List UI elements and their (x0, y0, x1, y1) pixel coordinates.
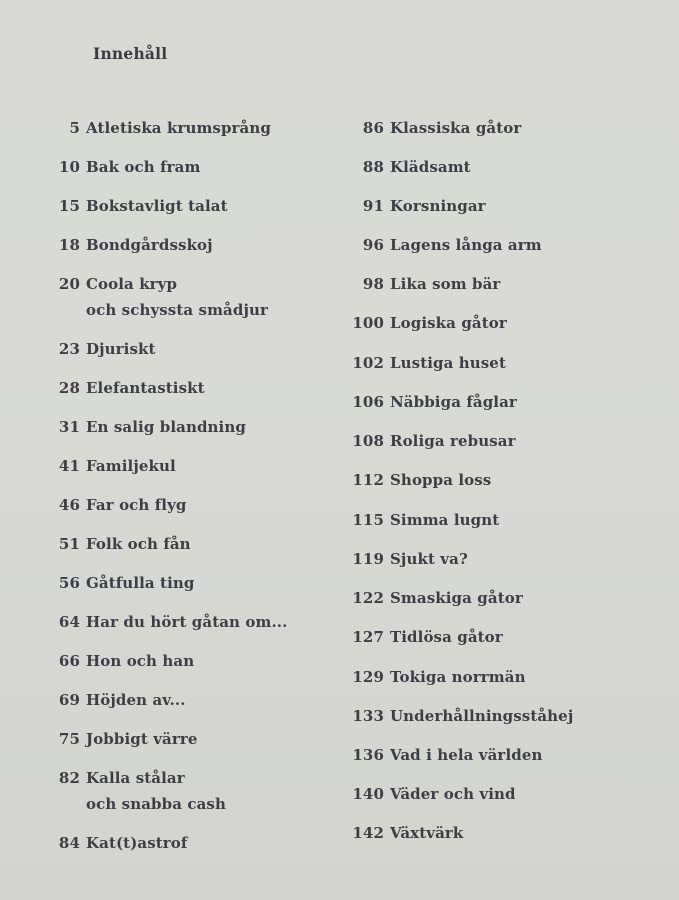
toc-page-number: 96 (362, 236, 384, 254)
toc-title (86, 531, 191, 557)
toc-page-number: 106 (352, 393, 384, 411)
toc-title (390, 232, 542, 258)
toc-page-number: 115 (352, 511, 384, 529)
toc-entry (40, 609, 287, 635)
toc-page-number: 41 (58, 457, 80, 475)
toc-page-number: 88 (362, 158, 384, 176)
toc-title-line: och schyssta smådjur (86, 301, 268, 319)
toc-entry (40, 336, 156, 362)
toc-page-number: 64 (58, 613, 80, 631)
toc-entry (40, 492, 187, 518)
toc-title-line: Kat(t)astrof (86, 834, 188, 852)
toc-title-line: Sjukt va? (390, 550, 468, 568)
toc-entry (340, 232, 542, 258)
toc-page-number: 20 (58, 275, 80, 293)
toc-title-line: Tidlösa gåtor (390, 628, 503, 646)
toc-entry (40, 453, 176, 479)
toc-entry (40, 271, 268, 323)
toc-page-number: 23 (58, 340, 80, 358)
toc-entry (40, 687, 186, 713)
toc-title (86, 687, 186, 713)
toc-page-number: 51 (58, 535, 80, 553)
toc-entry (40, 115, 271, 141)
toc-title-line: Jobbigt värre (86, 730, 198, 748)
toc-title-line: Bondgårdsskoj (86, 236, 213, 254)
toc-title-line: Växtvärk (390, 824, 464, 842)
toc-title (86, 154, 200, 180)
toc-title (86, 609, 287, 635)
toc-title-line: Bak och fram (86, 158, 201, 176)
page-title: Innehåll (93, 44, 168, 63)
toc-title (390, 585, 523, 611)
toc-title (390, 781, 516, 807)
toc-title (390, 703, 573, 729)
toc-entry (40, 414, 246, 440)
toc-title-line: Vad i hela världen (390, 746, 543, 764)
toc-title-line: Atletiska krumsprång (86, 119, 271, 137)
toc-title-line: En salig blandning (86, 418, 246, 436)
toc-title-line: Smaskiga gåtor (390, 589, 523, 607)
toc-title-line: Bokstavligt talat (86, 197, 228, 215)
toc-entry (340, 310, 507, 336)
toc-title-line: Djuriskt (86, 340, 156, 358)
toc-title-line: Gåtfulla ting (86, 574, 195, 592)
toc-title (86, 193, 228, 219)
toc-title-line: Lustiga huset (390, 354, 506, 372)
toc-title (390, 546, 468, 572)
toc-entry (40, 232, 213, 258)
toc-page-number: 119 (352, 550, 384, 568)
toc-title-line: Folk och fån (86, 535, 191, 553)
toc-page-number: 69 (58, 691, 80, 709)
toc-title (86, 414, 246, 440)
toc-title (86, 726, 198, 752)
toc-entry (40, 726, 198, 752)
toc-page-number: 46 (58, 496, 80, 514)
toc-entry (340, 820, 463, 846)
toc-page-number: 108 (352, 432, 384, 450)
toc-title-line: Logiska gåtor (390, 314, 507, 332)
toc-entry (40, 193, 228, 219)
toc-title-line: Hon och han (86, 652, 195, 670)
toc-title (390, 115, 521, 141)
toc-page-number: 133 (352, 707, 384, 725)
toc-page-number: 91 (362, 197, 384, 215)
toc-entry (40, 375, 205, 401)
toc-title (390, 664, 526, 690)
toc-entry (340, 703, 573, 729)
toc-title-line: Lagens långa arm (390, 236, 542, 254)
toc-title-line: Coola kryp (86, 275, 178, 293)
toc-page-number: 98 (362, 275, 384, 293)
toc-title (390, 389, 517, 415)
toc-title-line: Far och flyg (86, 496, 187, 514)
toc-entry (340, 350, 506, 376)
toc-entry (40, 830, 187, 856)
toc-page-number: 75 (58, 730, 80, 748)
toc-title-line: Har du hört gåtan om... (86, 613, 288, 631)
toc-title-line: Väder och vind (390, 785, 516, 803)
toc-entry (340, 154, 471, 180)
toc-title-line: Lika som bär (390, 275, 501, 293)
toc-title (390, 507, 499, 533)
toc-title (86, 453, 176, 479)
toc-entry (340, 428, 516, 454)
toc-title-line: Höjden av... (86, 691, 186, 709)
toc-title-line: Tokiga norrmän (390, 668, 526, 686)
toc-title (86, 830, 187, 856)
toc-page-number: 31 (58, 418, 80, 436)
toc-page-number: 136 (352, 746, 384, 764)
toc-title (390, 271, 500, 297)
toc-title-line: Kalla stålar (86, 769, 185, 787)
toc-page-number: 102 (352, 354, 384, 372)
toc-title-line: Klädsamt (390, 158, 471, 176)
toc-page-number: 140 (352, 785, 384, 803)
toc-entry (40, 531, 191, 557)
toc-page-number: 56 (58, 574, 80, 592)
toc-entry (40, 648, 194, 674)
toc-title-line: Korsningar (390, 197, 486, 215)
toc-title (390, 154, 471, 180)
toc-title (86, 648, 194, 674)
toc-entry (340, 271, 500, 297)
toc-title-line: Shoppa loss (390, 471, 492, 489)
toc-title-line: Roliga rebusar (390, 432, 516, 450)
toc-title (390, 350, 506, 376)
toc-entry (340, 546, 468, 572)
toc-page-number: 122 (352, 589, 384, 607)
toc-entry (40, 570, 194, 596)
toc-title-line: Klassiska gåtor (390, 119, 522, 137)
toc-entry (340, 664, 526, 690)
toc-title (390, 742, 542, 768)
toc-entry (340, 193, 486, 219)
toc-title (390, 624, 503, 650)
toc-title (86, 336, 156, 362)
toc-entry (40, 154, 200, 180)
toc-entry (40, 765, 226, 817)
toc-page-number: 86 (362, 119, 384, 137)
toc-title-line: Underhållningsståhej (390, 707, 574, 725)
toc-entry (340, 585, 523, 611)
toc-title-line: och snabba cash (86, 795, 226, 813)
toc-title (86, 232, 213, 258)
toc-title (86, 492, 187, 518)
toc-title-line: Simma lugnt (390, 511, 500, 529)
toc-title (86, 765, 226, 817)
toc-entry (340, 624, 503, 650)
toc-page-number: 142 (352, 824, 384, 842)
toc-title-line: Näbbiga fåglar (390, 393, 517, 411)
toc-page-number: 112 (352, 471, 384, 489)
toc-title-line: Familjekul (86, 457, 176, 475)
toc-entry (340, 742, 542, 768)
toc-page-number: 82 (58, 769, 80, 787)
toc-entry (340, 507, 499, 533)
toc-title (390, 820, 463, 846)
toc-page-number: 5 (69, 119, 80, 137)
toc-title (86, 375, 205, 401)
toc-title (390, 310, 507, 336)
toc-title (86, 570, 194, 596)
toc-page-number: 129 (352, 668, 384, 686)
toc-title (86, 115, 271, 141)
toc-page-number: 127 (352, 628, 384, 646)
toc-title-line: Elefantastiskt (86, 379, 205, 397)
toc-title (390, 467, 491, 493)
toc-page-number: 28 (58, 379, 80, 397)
toc-page-number: 100 (352, 314, 384, 332)
toc-entry (340, 115, 521, 141)
toc-page-number: 84 (58, 834, 80, 852)
toc-title (86, 271, 268, 323)
toc-page-number: 18 (58, 236, 80, 254)
toc-entry (340, 389, 517, 415)
toc-title (390, 428, 516, 454)
toc-entry (340, 781, 516, 807)
toc-page-number: 15 (58, 197, 80, 215)
toc-title (390, 193, 486, 219)
toc-page-number: 10 (58, 158, 80, 176)
toc-entry (340, 467, 491, 493)
toc-page-number: 66 (58, 652, 80, 670)
